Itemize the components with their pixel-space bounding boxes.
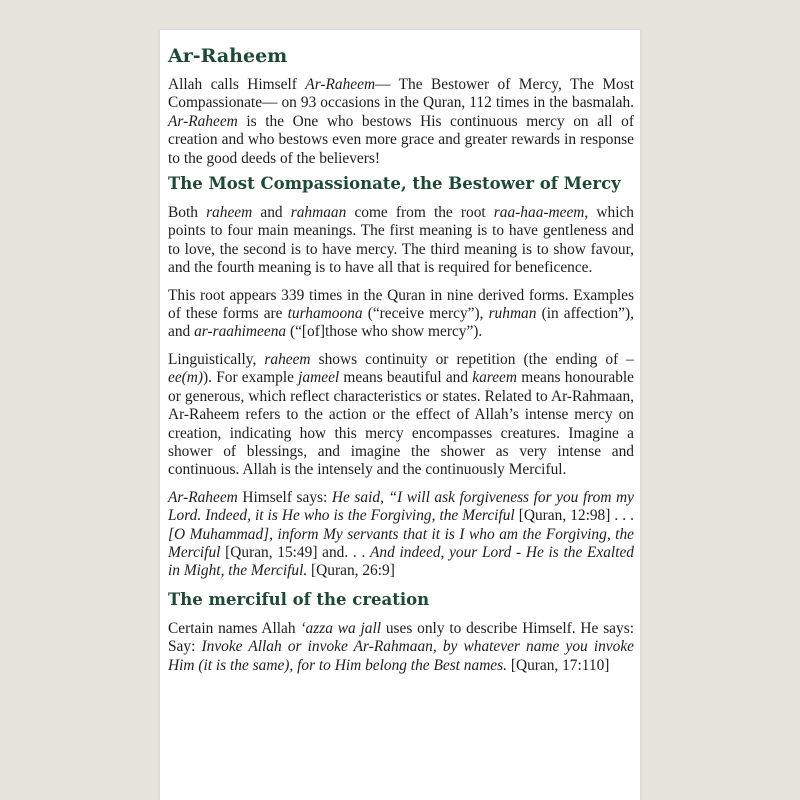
paragraph-linguistics: Linguistically, raheem shows continuity or repetition (the ending of –ee(m)). For example jameel means beautiful and kareem means honourable or generous, which reflect characteristics or states. Related to Ar-Rahmaan, Ar-Raheem refers to the action or the effect of Allah’s intense mercy on creation, indicating how this mercy encompasses creatures. Imagine a shower of blessings, and imagine the shower as very intense and continuous. Allah is the intensely and the continuously Merciful.	[168, 350, 634, 479]
paragraph-derived-forms: This root appears 339 times in the Quran in nine derived forms. Examples of these forms are turhamoona (“receive mercy”), ruhman (in affection”), and ar-raahimeena (“[of]those who show mercy”).	[168, 286, 634, 341]
paragraph-intro: Allah calls Himself Ar-Raheem— The Bestower of Mercy, The Most Compassionate— on 93 occasions in the Quran, 112 times in the basmalah. Ar-Raheem is the One who bestows His continuous mercy on all of creation and who bestows even more grace and greater rewards in response to the good deeds of the believers!	[168, 76, 634, 167]
paragraph-root-meanings: Both raheem and rahmaan come from the root raa-haa-meem, which points to four main meanings. The first meaning is to have gentleness and to love, the second is to have mercy. The third meaning is to show favour, and the fourth meaning is to have all that is required for beneficence.	[168, 204, 634, 277]
heading-merciful-of-creation: The merciful of the creation	[168, 589, 430, 609]
book-page	[160, 30, 640, 800]
heading-ar-raheem: Ar-Raheem	[168, 45, 288, 67]
paragraph-names: Certain names Allah ‘azza wa jall uses only to describe Himself. He says: Say: Invoke Allah or invoke Ar-Rahmaan, by whatever name you invoke Him (it is the same), for to Him belong the Best names. [Quran, 17:110]	[168, 619, 634, 674]
heading-most-compassionate: The Most Compassionate, the Bestower of Mercy	[168, 174, 621, 194]
paragraph-quran-quotes: Ar-Raheem Himself says: He said, “I will ask forgiveness for you from my Lord. Indeed, it is He who is the Forgiving, the Merciful [Quran, 12:98] . . . [O Muhammad], inform My servants that it is I who am the Forgiving, the Merciful [Quran, 15:49] and. . . And indeed, your Lord - He is the Exalted in Might, the Merciful. [Quran, 26:9]	[168, 488, 634, 580]
